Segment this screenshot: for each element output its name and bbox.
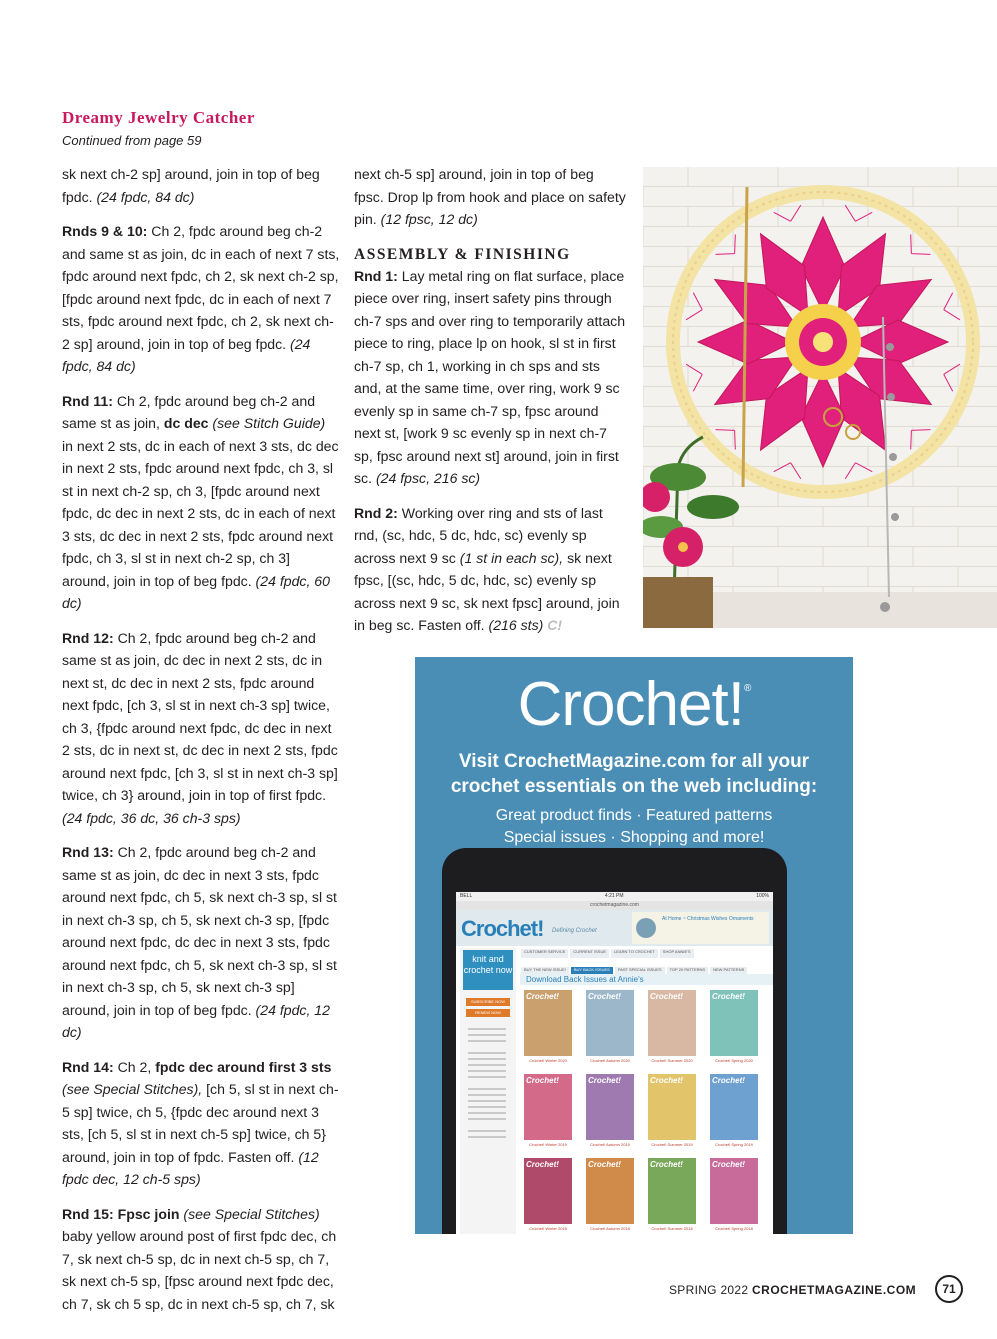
cover-logo: Crochet! (712, 1160, 745, 1169)
magazine-cover (586, 990, 634, 1056)
paragraph: Rnd 2: Working over ring and sts of last rnd, (sc, hdc, 5 dc, hdc, sc) evenly sp across next 9 sc (1 st in each sc), sk next fpsc, [(sc, hdc, 5 dc, hdc, sc) evenly sp across next 9 sc, sk next fpsc] around, join in beg sc. Fasten off. (216 sts) C! (354, 502, 626, 637)
cover-label: Crochet! Winter 2019 (529, 1142, 567, 1147)
cover-logo: Crochet! (650, 992, 683, 1001)
cover-label: Crochet! Summer 2020 (651, 1058, 693, 1063)
paragraph: Rnds 9 & 10: Ch 2, fpdc around beg ch-2 and same st as join, dc in each of next 7 sts, fpdc around next fpdc, ch 2, sk next ch-2 sp, [fpdc around next fpdc, dc in each of next 7 sts, fpdc around next fpdc, ch 2, sk next ch-2 sp] around, join in top of beg fpdc. (24 fpdc, 84 dc) (62, 223, 340, 374)
magazine-cover (524, 990, 572, 1056)
cover-label: Crochet! Winter 2018 (529, 1226, 567, 1231)
paragraph: Rnd 13: Ch 2, fpdc around beg ch-2 and same st as join, dc dec in next 3 sts, fpdc around next fpdc, ch 5, sk next ch-3 sp, sl st in next ch-3 sp, ch 5, sk next ch-3 sp, [fpdc around next fpdc, dc dec in next 3 sts, fpdc around next fpdc, ch 5, sk next ch-3 sp, sl st in next ch-3 sp, ch 5, sk next ch-3 sp] around, join in top of beg fpdc. (24 fpdc, 12 dc) (62, 844, 337, 1040)
site-sidebar (460, 948, 516, 1234)
subscribe-button: SUBSCRIBE NOW (466, 998, 510, 1006)
end-mark-icon: C! (547, 617, 563, 633)
cover-logo: Crochet! (712, 992, 745, 1001)
sidebar-brand-box: knit and crochet now (463, 950, 513, 990)
site-nav: CUSTOMER SERVICE CURRENT ISSUE LEARN TO CROCHET SHOP ANNIE'S BUY THE NEW ISSUE! BUY BACK ISSUES PAST SPECIAL ISSUES TOP 20 PATTERNS NEW PATTERNS (520, 948, 770, 972)
instructions-column-1 (62, 163, 340, 1327)
site-logo: Crochet! (461, 916, 544, 941)
continued-note: Continued from page 59 (62, 133, 202, 148)
magazine-cover (648, 1158, 696, 1224)
magazine-cover (524, 1158, 572, 1224)
magazine-cover (710, 1074, 758, 1140)
cover-logo: Crochet! (526, 1160, 559, 1169)
cover-logo: Crochet! (588, 1076, 621, 1085)
cover-label: Crochet! Summer 2019 (651, 1142, 693, 1147)
paragraph: sk next ch-2 sp] around, join in top of beg fpdc. (24 fpdc, 84 dc) (62, 166, 320, 205)
magazine-cover (710, 1158, 758, 1224)
cover-label: Crochet! Autumn 2020 (590, 1058, 630, 1063)
paragraph: Rnd 1: Lay metal ring on flat surface, place piece over ring, insert safety pins through ch-7 sps and over ring to temporarily attach piece to ring, place lp on hook, sl st in first ch-7 sp, ch 1, working in ch sps and sts and, at the same time, over ring, work 9 sc evenly sp in same ch-7 sp, fpsc around next st, [work 9 sc evenly sp in next ch-7 sp, fpsc around next st] around, join in first sc. (24 fpsc, 216 sc) (354, 267, 626, 486)
back-issues-banner: Download Back Issues at Annie's (520, 974, 773, 985)
cover-label: Crochet! Spring 2019 (715, 1142, 753, 1147)
cover-label: Crochet! Winter 2020 (529, 1058, 567, 1063)
cover-label: Crochet! Spring 2020 (715, 1058, 753, 1063)
page-footer: SPRING 2022 CROCHETMAGAZINE.COM (669, 1283, 917, 1297)
pattern-title: Dreamy Jewelry Catcher (62, 108, 255, 127)
cover-label: Crochet! Spring 2018 (715, 1226, 753, 1231)
magazine-cover (648, 990, 696, 1056)
tablet-image (442, 848, 787, 1234)
site-header (456, 910, 773, 946)
section-heading: ASSEMBLY & FINISHING (354, 245, 571, 263)
cover-logo: Crochet! (650, 1076, 683, 1085)
page-number: 71 (935, 1275, 963, 1303)
magazine-advertisement (415, 657, 853, 1234)
paragraph: Rnd 12: Ch 2, fpdc around beg ch-2 and same st as join, dc dec in next 2 sts, dc in next st, dc dec in next 2 sts, fpdc around next fpdc, [ch 3, sl st in next ch-3 sp] twice, ch 3, {fpdc around next fpdc, dc dec in next 2 sts, dc in next st, dc dec in next 2 sts, fpdc around next fpdc, [ch 3, sl st in next ch-3 sp] twice, ch 3} around, join in top of first fpdc. (24 fpdc, 36 dc, 36 ch-3 sps) (62, 629, 338, 826)
paragraph: Rnd 11: Ch 2, fpdc around beg ch-2 and same st as join, dc dec (see Stitch Guide) in next 2 sts, dc in each of next 3 sts, dc dec in next 2 sts, fpdc around next fpdc, ch 3, sl st in next ch-2 sp, ch 3, [fpdc around next fpdc, dc dec in next 2 sts, dc in each of next 3 sts, dc dec in next 2 sts, fpdc around next fpdc, ch 3, sl st in next ch-2 sp, ch 3] around, join in top of beg fpdc. (24 fpdc, 60 dc) (62, 392, 339, 611)
ad-headline: Visit CrochetMagazine.com for all your crochet essentials on the web including: (450, 751, 818, 797)
url-bar: crochetmagazine.com (456, 901, 773, 910)
ad-subheadline: Great product finds · Featured patterns Special issues · Shopping and more! (495, 807, 773, 846)
site-tagline: Defining Crochet (552, 928, 597, 934)
tablet-screen (456, 892, 773, 1234)
cover-logo: Crochet! (588, 992, 621, 1001)
promo-box: At Home ~ Christmas Wishes Ornaments (632, 912, 769, 944)
magazine-cover (586, 1074, 634, 1140)
jewelry-catcher-photo (643, 167, 997, 628)
cover-label: Crochet! Summer 2018 (651, 1226, 693, 1231)
magazine-cover (524, 1074, 572, 1140)
ad-logo: Crochet!® (517, 670, 751, 739)
paragraph: Rnd 14: Ch 2, fpdc dec around first 3 sts (see Special Stitches), [ch 5, sl st in next ch-5 sp] twice, ch 5, {fpdc dec around next 3 sts, [ch 5, sl st in next ch-5 sp] twice, ch 5} around, join in top of fpdc. Fasten off. (12 fpdc dec, 12 ch-5 sps) (62, 1058, 339, 1187)
paragraph: next ch-5 sp] around, join in top of beg fpsc. Drop lp from hook and place on safety pin. (12 fpsc, 12 dc) (354, 166, 626, 227)
cover-label: Crochet! Autumn 2019 (590, 1142, 630, 1147)
instructions-column-2 (354, 163, 626, 649)
renew-button: RENEW NOW (466, 1009, 510, 1017)
magazine-cover (586, 1158, 634, 1224)
cover-logo: Crochet! (526, 992, 559, 1001)
cover-logo: Crochet! (650, 1160, 683, 1169)
status-bar: BELL 4:21 PM 100% (456, 892, 773, 901)
cover-logo: Crochet! (588, 1160, 621, 1169)
cover-label: Crochet! Autumn 2018 (590, 1226, 630, 1231)
magazine-cover (710, 990, 758, 1056)
cover-logo: Crochet! (526, 1076, 559, 1085)
paragraph: Rnd 15: Fpsc join (see Special Stitches) baby yellow around post of first fpdc dec, ch 7, sk next ch-5 sp, dc in next ch-5 sp, ch 7, sk next ch-5 sp, [fpsc around next fpdc dec, ch 7, sk ch 5 sp, dc in next ch-5 sp, ch 7, sk (62, 1205, 337, 1312)
cover-logo: Crochet! (712, 1076, 745, 1085)
magazine-cover (648, 1074, 696, 1140)
